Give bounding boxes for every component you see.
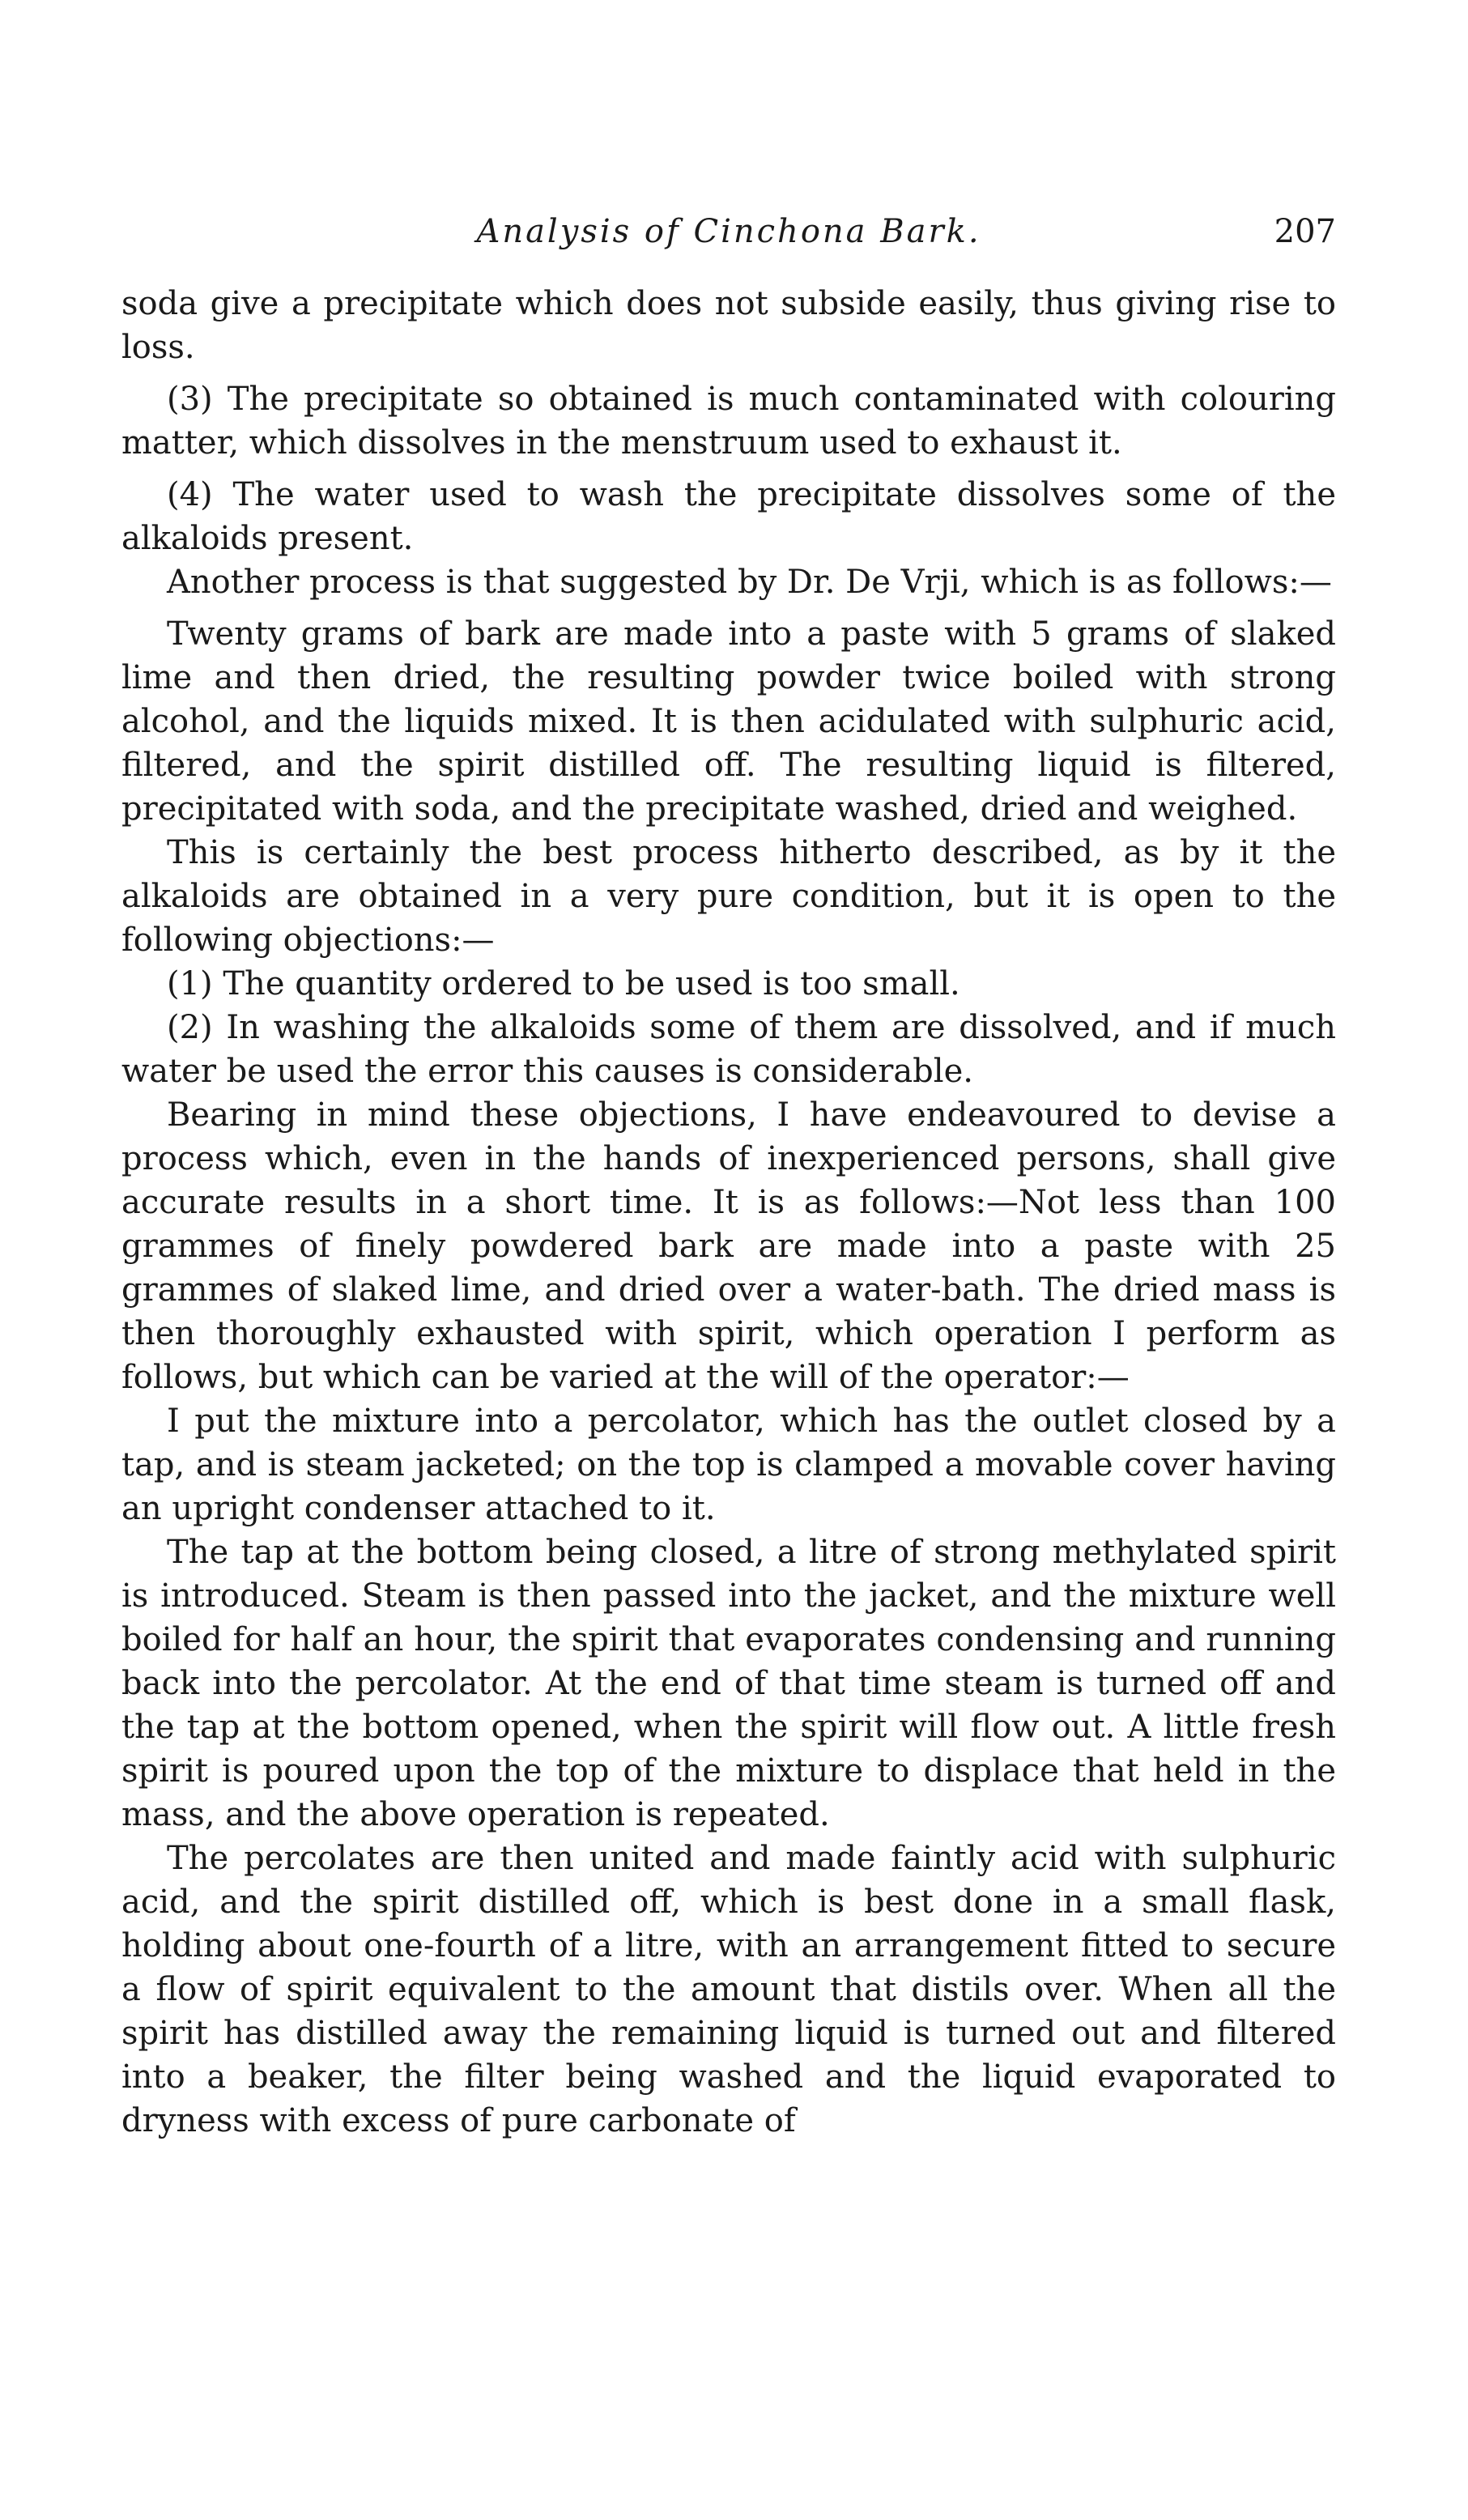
paragraph-continuation: soda give a precipitate which does not subside easily, thus giving rise to loss. [121, 285, 1336, 366]
objection-1: (1) The quantity ordered to be used is too small. [167, 965, 960, 1002]
paragraph-de-vrji-method: Twenty grams of bark are made into a paste with 5 grams of slaked lime and then dried, the resulting powder twice boiled with strong alcohol, and the liquids mixed. It is then acidulated with sulphuric acid, filtered, and the spirit distilled off. The resulting liquid is filtered, precipitated with soda, and the precipitate washed, dried and weighed. [121, 615, 1336, 828]
paragraph-extraction: The tap at the bottom being closed, a litre of strong methylated spirit is introduced. Steam is then passed into the jacket, and the mixture well boiled for half an hour, the spirit that evaporates condensing and running back into the percolator. At the end of that time steam is turned off and the tap at the bottom opened, when the spirit will flow out. A little fresh spirit is poured upon the top of the mixture to displace that held in the mass, and the above operation is repeated. [121, 1534, 1336, 1833]
body-text [121, 282, 1336, 2143]
page-number: 207 [1274, 213, 1336, 250]
objection-4: (4) The water used to wash the precipitate dissolves some of the alkaloids present. [121, 476, 1336, 557]
paragraph-de-vrji-intro: Another process is that suggested by Dr. De Vrji, which is as follows:— [167, 564, 1332, 601]
running-title: Analysis of Cinchona Bark. [476, 213, 981, 250]
paragraph-new-process: Bearing in mind these objections, I have endeavoured to devise a process which, even in the hands of inexperienced persons, shall give accurate results in a short time. It is as follows:—Not less than 100 grammes of finely powdered bark are made into a paste with 25 grammes of slaked lime, and dried over a water-bath. The dried mass is then thoroughly exhausted with spirit, which operation I perform as follows, but which can be varied at the will of the operator:— [121, 1096, 1336, 1396]
objection-2: (2) In washing the alkaloids some of them are dissolved, and if much water be used the error this causes is considerable. [121, 1009, 1336, 1090]
page-header [121, 207, 1336, 256]
paragraph-best-process: This is certainly the best process hitherto described, as by it the alkaloids are obtained in a very pure condition, but it is open to the following objections:— [121, 834, 1336, 959]
objection-3: (3) The precipitate so obtained is much contaminated with colouring matter, which dissolves in the menstruum used to exhaust it. [121, 381, 1336, 462]
paragraph-percolator: I put the mixture into a percolator, which has the outlet closed by a tap, and is steam jacketed; on the top is clamped a movable cover having an upright condenser attached to it. [121, 1403, 1336, 1527]
paragraph-percolates: The percolates are then united and made faintly acid with sulphuric acid, and the spirit distilled off, which is best done in a small flask, holding about one-fourth of a litre, with an arrangement fitted to secure a flow of spirit equivalent to the amount that distils over. When all the spirit has distilled away the remaining liquid is turned out and filtered into a beaker, the filter being washed and the liquid evaporated to dryness with excess of pure carbonate of [121, 1840, 1336, 2139]
